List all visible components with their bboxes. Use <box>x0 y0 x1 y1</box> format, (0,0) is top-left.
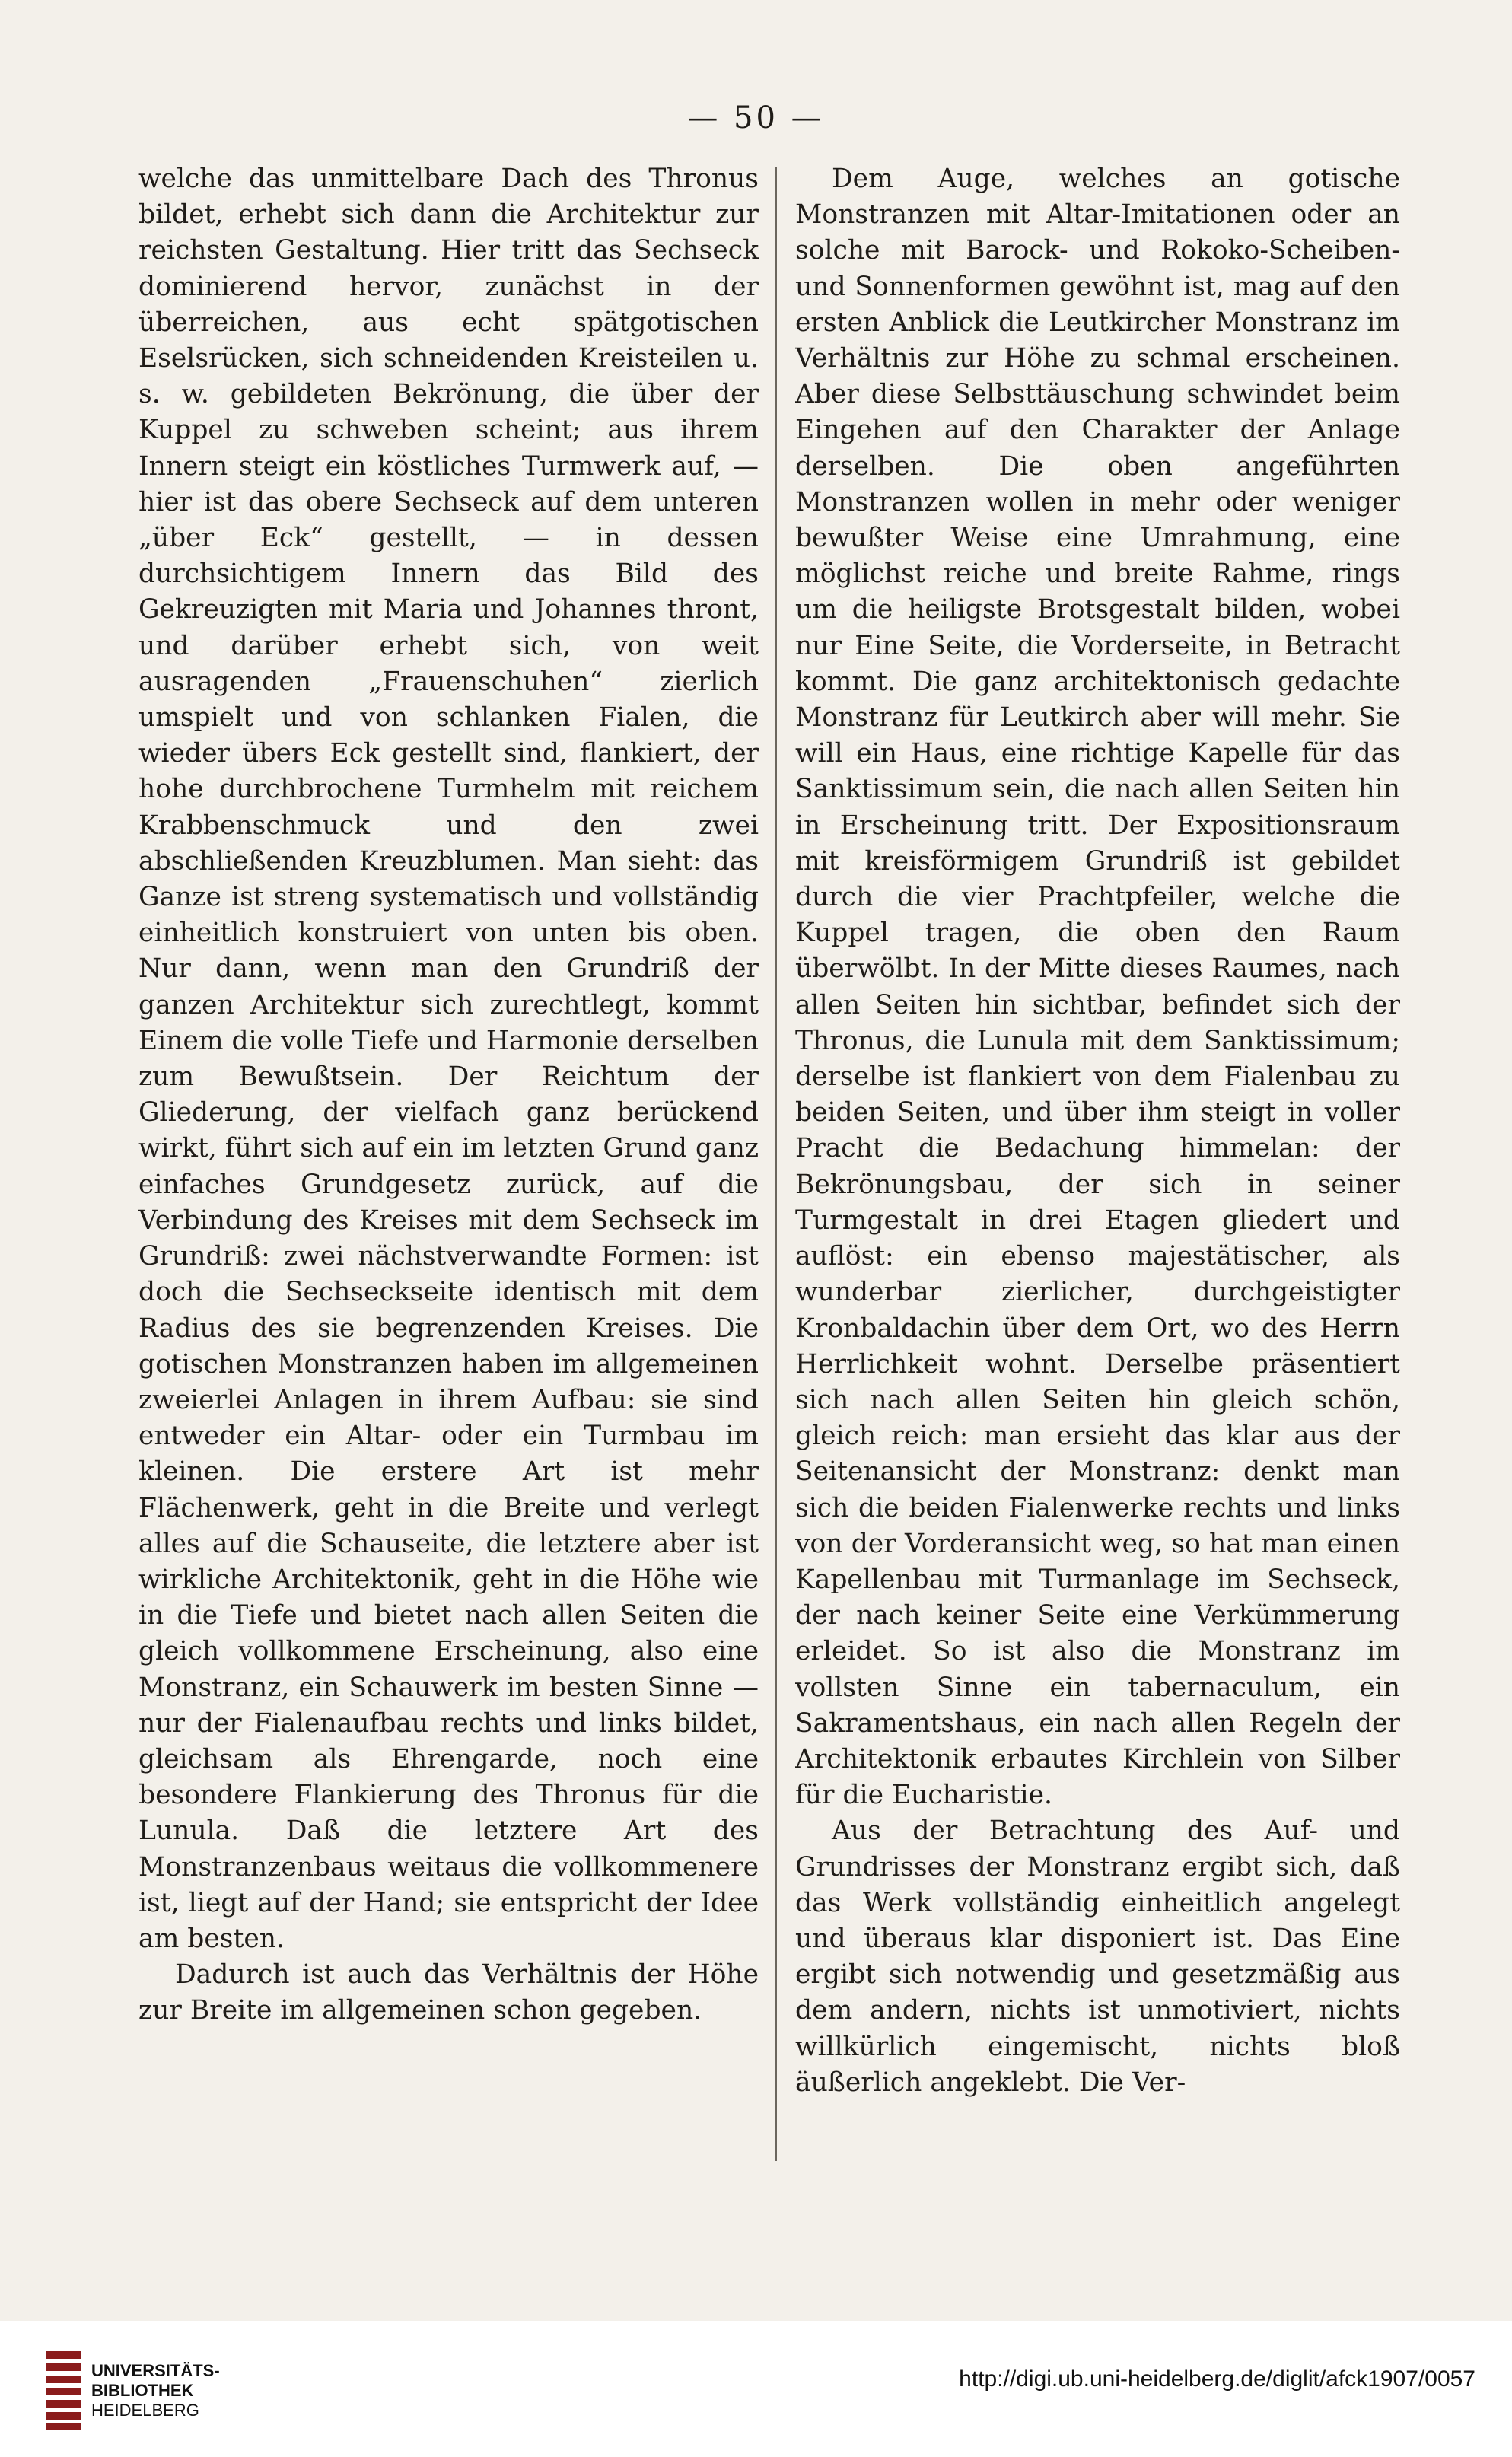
right-paragraph-2: Aus der Betrachtung des Auf- und Grundrisses der Monstranz ergibt sich, daß das Werk vollständig einheitlich angelegt und überaus klar disponiert ist. Das Eine ergibt sich notwendig und gesetzmäßig aus dem andern, nichts ist unmotiviert, nichts willkürlich eingemischt, nichts bloß äußerlich angeklebt. Die Ver- <box>795 1816 1400 2098</box>
source-url[interactable]: http://digi.ub.uni-heidelberg.de/diglit/afck1907/0057 <box>959 2366 1475 2392</box>
footer-bar <box>0 2321 1512 2457</box>
left-column <box>138 161 759 2185</box>
library-logo-icon <box>46 2351 81 2430</box>
logo-line-1: UNIVERSITÄTS- <box>91 2361 220 2380</box>
logo-line-2: BIBLIOTHEK <box>91 2381 194 2400</box>
right-paragraph-1: Dem Auge, welches an gotische Monstranzen mit Altar-Imitationen oder an solche mit Barock- und Rokoko-Scheiben- und Sonnenformen gewöhnt ist, mag auf den ersten Anblick die Leutkircher Monstranz im Verhältnis zur Höhe zu schmal erscheinen. Aber diese Selbsttäuschung schwindet beim Eingehen auf den Charakter der Anlage derselben. Die oben angeführten Monstranzen wollen in mehr oder weniger bewußter Weise eine Umrahmung, eine möglichst reiche und breite Rahme, rings um die heiligste Brotsgestalt bilden, wobei nur Eine Seite, die Vorderseite, in Betracht kommt. Die ganz architektonisch gedachte Monstranz für Leutkirch aber will mehr. Sie will ein Haus, eine richtige Kapelle für das Sanktissimum sein, die nach allen Seiten hin in Erscheinung tritt. Der Expositionsraum mit kreisförmigem Grundriß ist gebildet durch die vier Prachtpfeiler, welche die Kuppel tragen, die oben den Raum überwölbt. In der Mitte dieses Raumes, nach allen Seiten hin sichtbar, befindet sich der Thronus, die Lunula mit dem Sanktissimum; derselbe ist flankiert von dem Fialenbau zu beiden Seiten, und über ihm steigt in voller Pracht die Bedachung himmelan: der Bekrönungsbau, der sich in seiner Turmgestalt in drei Etagen gliedert und auflöst: ein ebenso majestätischer, als wunderbar zierlicher, durchgeistigter Kronbaldachin über dem Ort, wo des Herrn Herrlichkeit wohnt. Derselbe präsentiert sich nach allen Seiten hin gleich schön, gleich reich: man ersieht das klar aus der Seitenansicht der Monstranz: denkt man sich die beiden Fialenwerke rechts und links von der Vorderansicht weg, so hat man einen Kapellenbau mit Turmanlage im Sechseck, der nach keiner Seite eine Verkümmerung erleidet. So ist also die Monstranz im vollsten Sinne ein tabernaculum, ein Sakramentshaus, ein nach allen Regeln der Architektonik erbautes Kirchlein von Silber für die Eucharistie. <box>795 164 1400 1811</box>
page-number: — 50 — <box>687 100 825 135</box>
logo-line-3: HEIDELBERG <box>91 2401 199 2420</box>
left-paragraph-2: Dadurch ist auch das Verhältnis der Höhe zur Breite im allgemeinen schon gegeben. <box>138 1959 759 2026</box>
left-paragraph-1: welche das unmittelbare Dach des Thronus bildet, erhebt sich dann die Architektur zur reichsten Gestaltung. Hier tritt das Sechseck dominierend hervor, zunächst in der überreichen, aus echt spätgotischen Eselsrücken, sich schneidenden Kreisteilen u. s. w. gebildeten Bekrönung, die über der Kuppel zu schweben scheint; aus ihrem Innern steigt ein köstliches Turmwerk auf, — hier ist das obere Sechseck auf dem unteren „über Eck“ gestellt, — in dessen durchsichtigem Innern das Bild des Gekreuzigten mit Maria und Johannes thront, und darüber erhebt sich, von weit ausragenden „Frauenschuhen“ zierlich umspielt und von schlanken Fialen, die wieder übers Eck gestellt sind, flankiert, der hohe durchbrochene Turmhelm mit reichem Krabbenschmuck und den zwei abschließenden Kreuzblumen. Man sieht: das Ganze ist streng systematisch und vollständig einheitlich konstruiert von unten bis oben. Nur dann, wenn man den Grundriß der ganzen Architektur sich zurechtlegt, kommt Einem die volle Tiefe und Harmonie derselben zum Bewußtsein. Der Reichtum der Gliederung, der vielfach ganz berückend wirkt, führt sich auf ein im letzten Grund ganz einfaches Grundgesetz zurück, auf die Verbindung des Kreises mit dem Sechseck im Grundriß: zwei nächstverwandte Formen: ist doch die Sechseckseite identisch mit dem Radius des sie begrenzenden Kreises. Die gotischen Monstranzen haben im allgemeinen zweierlei Anlagen in ihrem Aufbau: sie sind entweder ein Altar- oder ein Turmbau im kleinen. Die erstere Art ist mehr Flächenwerk, geht in die Breite und verlegt alles auf die Schauseite, die letztere aber ist wirkliche Architektonik, geht in die Höhe wie in die Tiefe und bietet nach allen Seiten die gleich vollkommene Erscheinung, also eine Monstranz, ein Schauwerk im besten Sinne — nur der Fialenaufbau rechts und links bildet, gleichsam als Ehrengarde, noch eine besondere Flankierung des Thronus für die Lunula. Daß die letztere Art des Monstranzenbaus weitaus die vollkommenere ist, liegt auf der Hand; sie entspricht der Idee am besten. <box>138 164 759 1954</box>
library-logo <box>46 2351 220 2430</box>
right-column <box>795 161 1400 2185</box>
library-logo-text <box>91 2361 220 2420</box>
column-divider <box>775 167 777 2161</box>
